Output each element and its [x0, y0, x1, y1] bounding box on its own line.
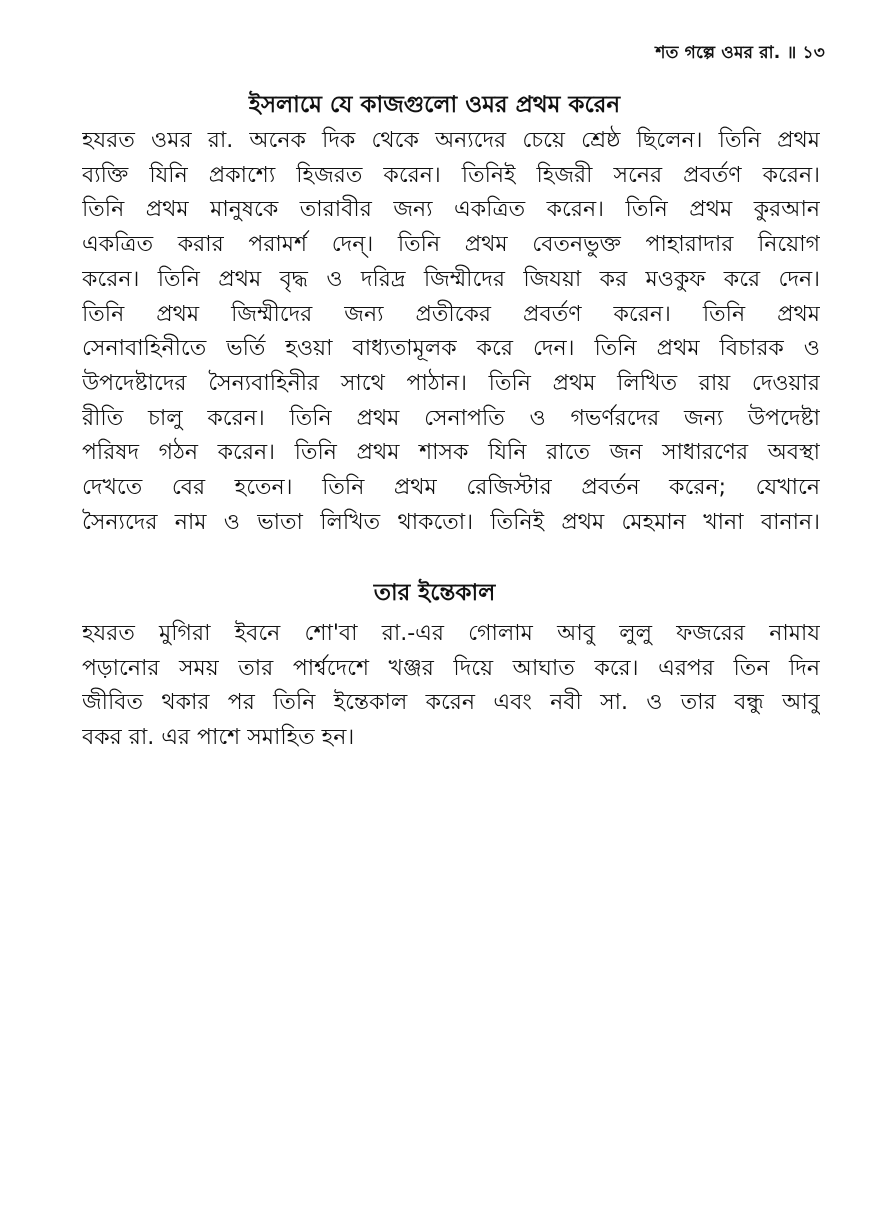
text-line: জীবিত থকার পর তিনি ইন্তেকাল করেন এবং নবী সা. ও তার বন্ধু আবু: [82, 690, 820, 716]
paragraph-death: [82, 617, 820, 756]
section-heading-firsts: ইসলামে যে কাজগুলো ওমর প্রথম করেন: [248, 92, 621, 118]
text-line: তিনি প্রথম জিম্মীদের জন্য প্রতীকের প্রবর্তণ করেন। তিনি প্রথম: [82, 301, 820, 327]
text-line: দেখতে বের হতেন। তিনি প্রথম রেজিস্টার প্রবর্তন করেন; যেখানে: [82, 475, 820, 501]
text-line: উপদেষ্টাদের সৈন্যবাহিনীর সাথে পাঠান। তিনি প্রথম লিখিত রায় দেওয়ার: [82, 370, 820, 396]
text-line: হযরত ওমর রা. অনেক দিক থেকে অন্যদের চেয়ে শ্রেষ্ঠ ছিলেন। তিনি প্রথম: [82, 128, 820, 153]
section-heading-death: তার ইন্তেকাল: [373, 580, 496, 606]
running-header: শত গল্পে ওমর রা. ॥ ১৩: [655, 43, 825, 63]
text-line: হযরত মুগিরা ইবনে শো'বা রা.-এর গোলাম আবু লুলু ফজরের নামায: [82, 621, 820, 646]
text-line: একত্রিত করার পরামর্শ দেন্। তিনি প্রথম বেতনভুক্ত পাহারাদার নিয়োগ: [82, 232, 820, 258]
text-line: সেনাবাহিনীতে ভর্তি হওয়া বাধ্যতামূলক করে দেন। তিনি প্রথম বিচারক ও: [82, 336, 820, 362]
text-line: তিনি প্রথম মানুষকে তারাবীর জন্য একত্রিত করেন। তিনি প্রথম কুরআন: [82, 197, 820, 223]
text-line: পরিষদ গঠন করেন। তিনি প্রথম শাসক যিনি রাতে জন সাধারণের অবস্থা: [82, 440, 820, 466]
text-line: বকর রা. এর পাশে সমাহিত হন।: [82, 725, 355, 751]
text-line: ব্যক্তি যিনি প্রকাশ্যে হিজরত করেন। তিনিই হিজরী সনের প্রবর্তণ করেন।: [82, 162, 820, 188]
text-line: সৈন্যদের নাম ও ভাতা লিখিত থাকতো। তিনিই প্রথম মেহমান খানা বানান।: [82, 509, 820, 535]
text-line: পড়ানোর সময় তার পার্শ্বদেশে খঞ্জর দিয়ে আঘাত করে। এরপর তিন দিন: [82, 655, 820, 681]
text-line: রীতি চালু করেন। তিনি প্রথম সেনাপতি ও গভর্ণরদের জন্য উপদেষ্টা: [82, 405, 820, 431]
text-line: করেন। তিনি প্রথম বৃদ্ধ ও দরিদ্র জিম্মীদের জিযয়া কর মওকুফ করে দেন।: [82, 266, 820, 292]
paragraph-firsts: [82, 124, 820, 540]
